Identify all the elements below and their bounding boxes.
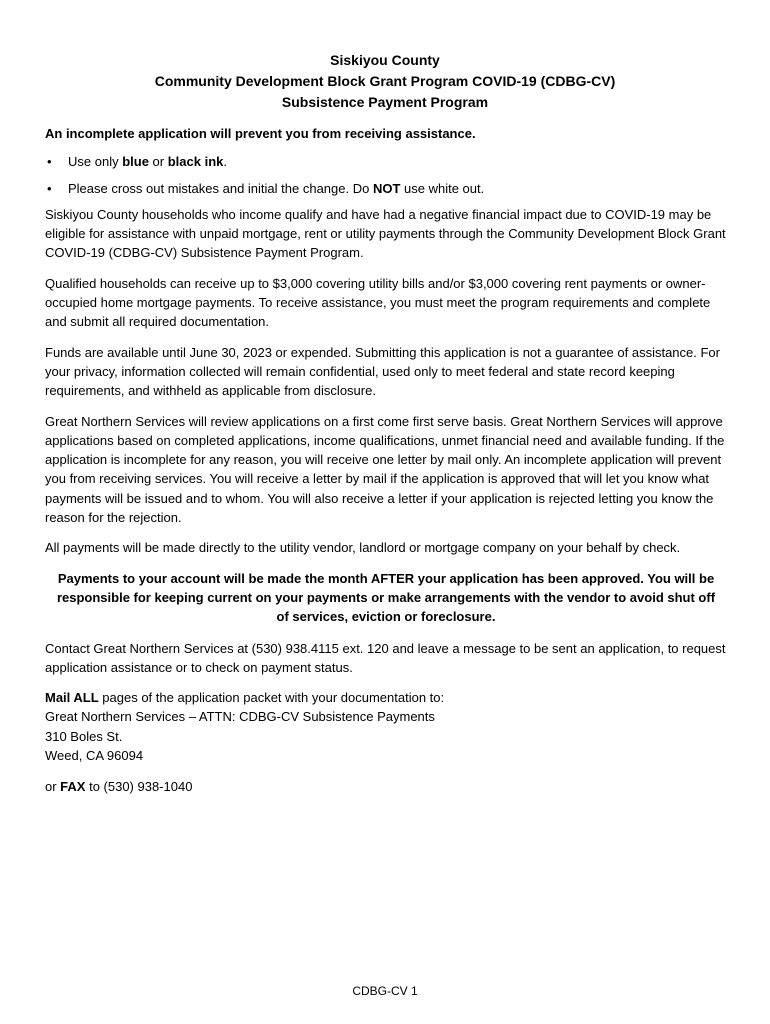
mailing-address [45, 688, 727, 765]
payment-paragraph: All payments will be made directly to the utility vendor, landlord or mortgage company on your behalf by check. [45, 540, 681, 556]
address-line: 310 Boles St. [45, 728, 123, 744]
list-item: • Please cross out mistakes and initial the change. Do NOT use white out. [45, 179, 727, 198]
address-line: Great Northern Services – ATTN: CDBG-CV Subsistence Payments [45, 709, 435, 725]
eligibility-paragraph: Siskiyou County households who income qualify and have had a negative financial impact due to COVID-19 may be eligible for assistance with unpaid mortgage, rent or utility payments through the Community Development Block Grant COVID-19 (CDBG-CV) Subsistence Payment Program. [45, 206, 726, 261]
benefit-paragraph: Qualified households can receive up to $3,000 covering utility bills and/or $3,000 covering rent payments or owner-occupied home mortgage payments. To receive assistance, you must meet the program requirements and complete and submit all required documentation. [45, 275, 711, 330]
fax-line: or FAX to (530) 938-1040 [45, 779, 193, 795]
payment-notice: Payments to your account will be made the month AFTER your application has been approved. You will be responsible for keeping current on your payments or make arrangements with the vendor to avoid shut off of services, eviction or foreclosure. [56, 570, 716, 625]
mail-instruction: Mail ALL pages of the application packet with your documentation to: [45, 690, 445, 706]
document-header [0, 50, 770, 113]
program-title: Community Development Block Grant Program COVID-19 (CDBG-CV) [154, 73, 616, 89]
program-subtitle: Subsistence Payment Program [281, 94, 489, 110]
review-paragraph: Great Northern Services will review applications on a first come first serve basis. Great Northern Services will approve applications based on completed applications, income qualifications, unmet financial need and available funding. If the application is incomplete for any reason, you will receive one letter by mail only. An incomplete application will prevent you from receiving services. You will receive a letter by mail if the application is approved that will let you know what payments will be issued and to whom. You will also receive a letter if your application is rejected letting you know the reason for the rejection. [45, 413, 725, 526]
document-body [45, 124, 727, 797]
address-line: Weed, CA 96094 [45, 748, 144, 764]
instruction-list [45, 152, 727, 198]
bullet-icon: • [47, 180, 52, 196]
page-footer: CDBG-CV 1 [352, 984, 418, 998]
contact-paragraph: Contact Great Northern Services at (530) 938.4115 ext. 120 and leave a message to be sent an application, to request application assistance or to check on payment status. [45, 640, 726, 675]
incomplete-warning: An incomplete application will prevent you from receiving assistance. [45, 126, 476, 141]
list-item: • Use only blue or black ink. [45, 152, 727, 171]
bullet-icon: • [47, 154, 52, 170]
funding-paragraph: Funds are available until June 30, 2023 or expended. Submitting this application is not a guarantee of assistance. For your privacy, information collected will remain confidential, used only to meet federal and state record keeping requirements, and withheld as applicable from disclosure. [45, 344, 720, 399]
county-title: Siskiyou County [330, 52, 440, 68]
